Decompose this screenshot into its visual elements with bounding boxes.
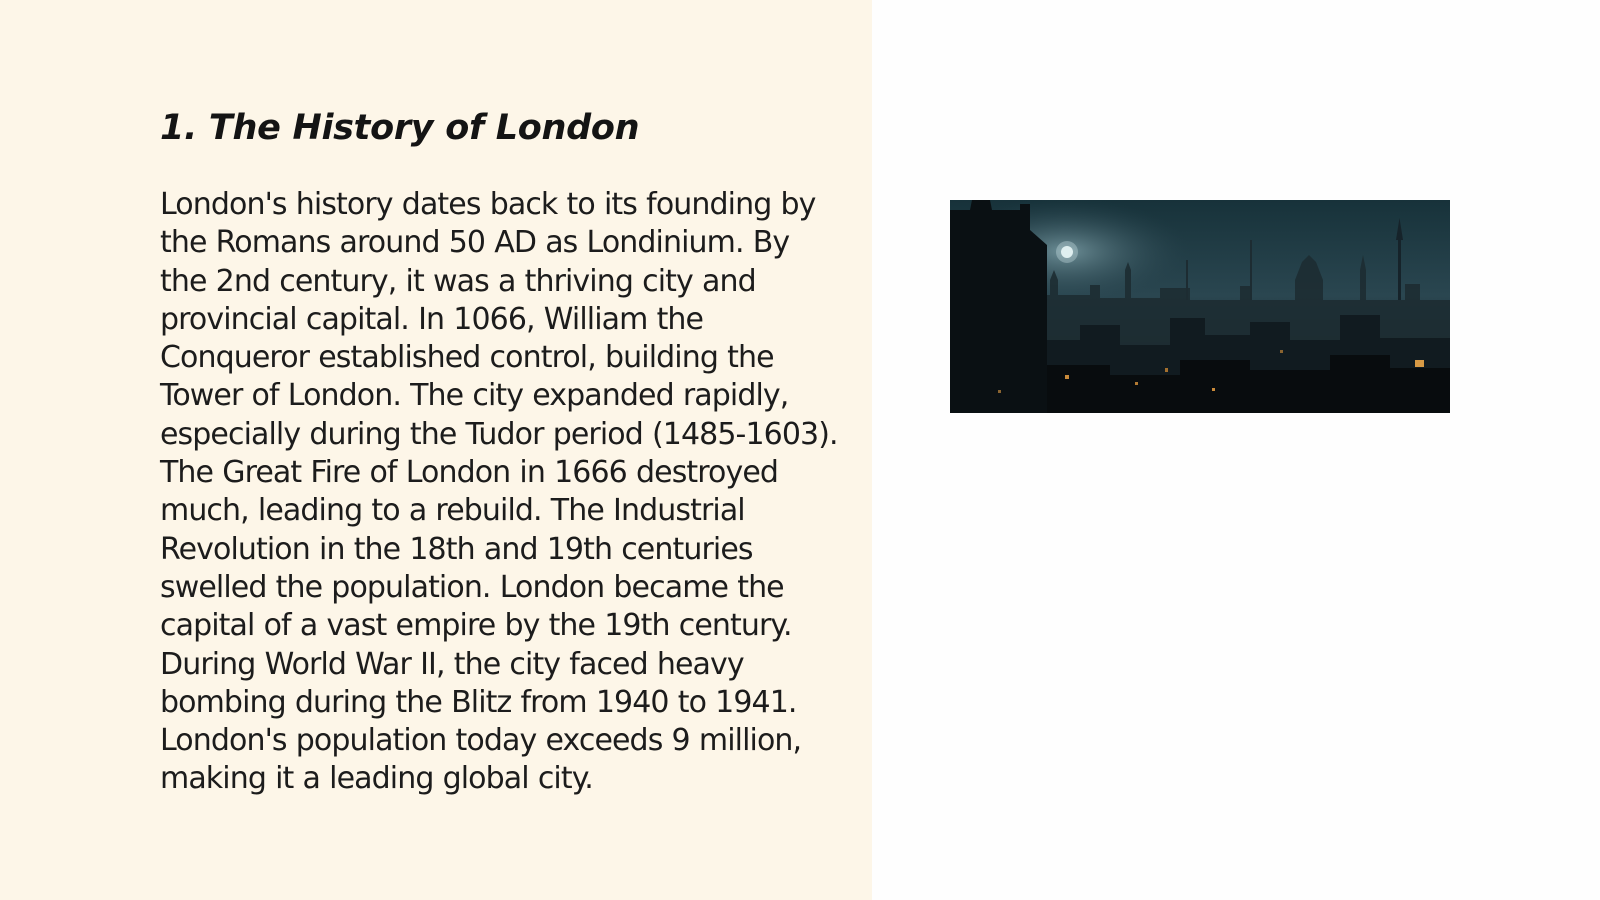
london-night-skyline-image	[950, 200, 1450, 413]
slide-title: 1. The History of London	[160, 108, 640, 148]
slide-body-text: London's history dates back to its founding by the Romans around 50 AD as Londinium. By the 2nd century, it was a thriving city and provincial capital. In 1066, William the Conqueror established control, building the Tower of London. The city expanded rapidly, especially during the Tudor period (1485-1603). The Great Fire of London in 1666 destroyed much, leading to a rebuild. The Industrial Revolution in the 18th and 19th centuries swelled the population. London became the capital of a vast empire by the 19th century. During World War II, the city faced heavy bombing during the Blitz from 1940 to 1941. London's population today exceeds 9 million, making it a leading global city.	[160, 187, 838, 797]
